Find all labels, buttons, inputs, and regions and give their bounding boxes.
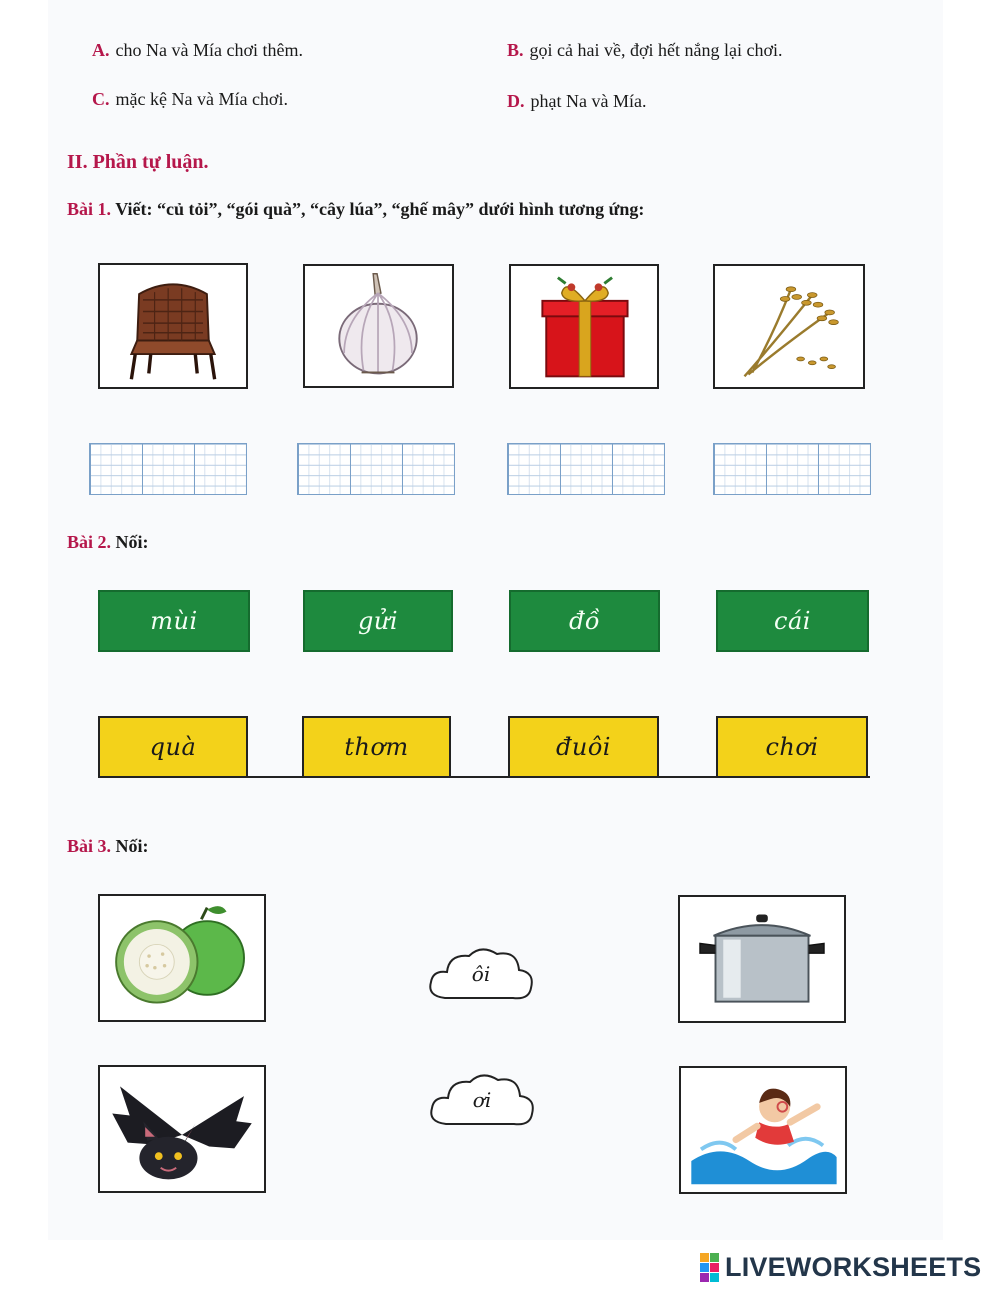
swimming-icon (681, 1068, 845, 1192)
option-d[interactable] (507, 91, 646, 112)
option-letter: C. (92, 89, 110, 109)
exercise-number: Bài 2. (67, 532, 112, 552)
word-card-top-1[interactable]: mùi (98, 590, 250, 652)
cloud-oi-2[interactable] (426, 1068, 538, 1132)
option-b[interactable] (507, 40, 782, 61)
pot-icon (680, 897, 844, 1021)
chair-picture (98, 263, 248, 389)
writing-grid-3[interactable] (507, 443, 665, 495)
exercise-3-heading (67, 836, 149, 857)
exercise-2-heading (67, 532, 149, 553)
pot-picture[interactable] (678, 895, 846, 1023)
word-card-top-4[interactable]: cái (716, 590, 869, 652)
liveworksheets-logo[interactable] (700, 1252, 981, 1282)
gift-icon (511, 266, 657, 387)
word-card-bottom-4[interactable]: chơi (716, 716, 868, 778)
option-text: mặc kệ Na và Mía chơi. (115, 89, 288, 109)
writing-grid-2[interactable] (297, 443, 455, 495)
option-text: phạt Na và Mía. (530, 91, 647, 111)
garlic-icon (305, 266, 452, 386)
exercise-instruction: Viết: “củ tỏi”, “gói quà”, “cây lúa”, “ghế mây” dưới hình tương ứng: (115, 199, 645, 219)
option-letter: B. (507, 40, 524, 60)
logo-text: LIVEWORKSHEETS (725, 1251, 982, 1282)
word-card-bottom-2[interactable]: thơm (302, 716, 451, 778)
cloud-oi[interactable] (425, 942, 537, 1006)
exercise-instruction: Nối: (115, 836, 149, 856)
word-card-top-2[interactable]: gửi (303, 590, 453, 652)
garlic-picture (303, 264, 454, 388)
swimming-girl-picture[interactable] (679, 1066, 847, 1194)
rice-plant-picture (713, 264, 865, 389)
rice-icon (715, 266, 863, 387)
option-c[interactable] (92, 89, 288, 110)
writing-grid-4[interactable] (713, 443, 871, 495)
exercise-instruction: Nối: (115, 532, 149, 552)
cloud-text: ôi (471, 962, 491, 986)
bat-picture[interactable] (98, 1065, 266, 1193)
option-text: gọi cả hai về, đợi hết nắng lại chơi. (529, 40, 783, 60)
guava-icon (100, 896, 264, 1020)
writing-grid-1[interactable] (89, 443, 247, 495)
chair-icon (100, 265, 246, 387)
word-card-top-3[interactable]: đồ (509, 590, 660, 652)
cloud-text: ơi (472, 1088, 492, 1112)
exercise-1-heading (67, 199, 644, 220)
logo-mark-icon (700, 1253, 719, 1282)
exercise-number: Bài 1. (67, 199, 112, 219)
section-title: II. Phần tự luận. (67, 151, 209, 173)
exercise-number: Bài 3. (67, 836, 112, 856)
option-a[interactable] (92, 40, 303, 61)
word-card-bottom-3[interactable]: đuôi (508, 716, 659, 778)
option-letter: D. (507, 91, 525, 111)
word-card-bottom-1[interactable]: quà (98, 716, 248, 778)
option-letter: A. (92, 40, 110, 60)
gift-box-picture (509, 264, 659, 389)
option-text: cho Na và Mía chơi thêm. (115, 40, 303, 60)
guava-picture[interactable] (98, 894, 266, 1022)
bat-icon (100, 1067, 264, 1191)
